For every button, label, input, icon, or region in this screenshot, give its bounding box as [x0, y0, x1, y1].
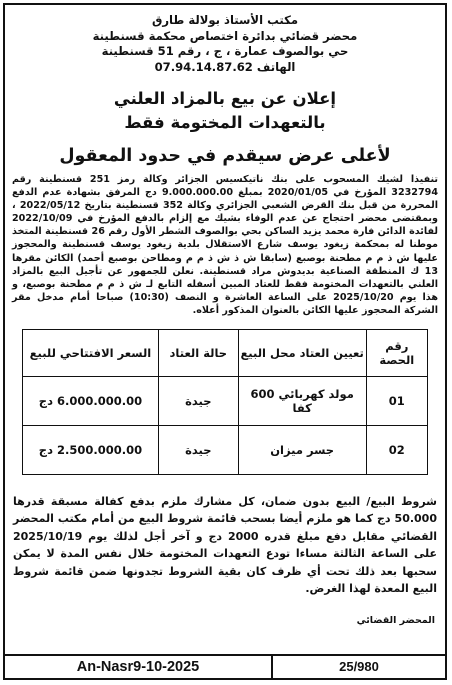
announcement-offer-line: لأعلى عرض سيقدم في حدود المعقول	[59, 146, 391, 166]
item-description: جسر ميزان	[238, 426, 366, 475]
lot-number: 02	[366, 426, 427, 475]
item-description: مولد كهربائي 600 كفا	[238, 377, 366, 426]
publication-date: An-Nasr9-10-2025	[5, 656, 273, 678]
header-opening-price: السعر الافتتاحي للبيع	[23, 330, 159, 377]
office-header	[5, 13, 445, 75]
reference-number: 25/980	[339, 659, 379, 674]
table-header-row	[23, 330, 428, 377]
office-name: مكتب الأستاذ بولالة طارق	[151, 13, 299, 27]
office-phone: الهاتف 07.94.14.87.62	[154, 59, 296, 74]
opening-price	[23, 377, 159, 426]
table-row	[23, 377, 428, 426]
price-value: 2.500.000.00 دج	[38, 443, 143, 458]
opening-price	[23, 426, 159, 475]
header-lot-number: رقم الحصة	[366, 330, 427, 377]
price-value: 6.000.000.00 دج	[38, 394, 143, 409]
announcement-body: تنفيذا لشيك المسحوب على بنك ناتيكسيس الجزائر وكالة رمز 251 قسنطينة رقم 3232794 المؤرخ في 2020/01/05 بمبلغ 9.000.000.00 دج المرفق بشهادة عدم الدفع المحررة من قبل بنك القرض الشعبي الجزائري وكالة 352 قسنطينة بتاريخ 2022/05/12 ، وبمقتضى محضر احتجاج عن عدم الوفاء بشيك مع إلزام بالدفع المؤرخ في 2022/10/09 لفائدة الدائن فارة محمد يزيد الساكن بحي بوالصوف الشطر الأول رقم 26 قسنطينة المتخذ موطنا له بمحكمة زيغود يوسف شارع الاستقلال بلدية زيغود يوسف قسنطينة والمحجوز عليها ش ذ م م مطحنة بوصبع (سابقا ش ذ ش ذ م م ومطاحن بوصبع أحمد) الكائن مقرها 13 ك المنطقة الصناعية بديدوش مراد قسنطينة. نعلن للجمهور عن تأجيل البيع بالمزاد العلني بالتعهدات المختومة فقط للعتاد المبين أسفله التابع لـ ش ذ م م مطحنة بوصبع، و هذا يوم 2025/10/20 على الساعة العاشرة و النصف (10:30) صباحا أمام مدخل مقر الشركة المحجوز عليها الكائن بالعنوان المذكور أعلاه.	[12, 174, 439, 316]
header-condition: حالة العتاد	[158, 330, 238, 377]
header-item: تعيين العتاد محل البيع	[238, 330, 366, 377]
announcement-page	[3, 3, 447, 680]
lot-number: 01	[366, 377, 427, 426]
item-condition: جيدة	[158, 426, 238, 475]
announcement-subtitle: بالتعهدات المختومة فقط	[124, 113, 326, 132]
announcement-title: إعلان عن بيع بالمزاد العلني	[113, 89, 337, 108]
item-condition: جيدة	[158, 377, 238, 426]
auction-table	[22, 329, 428, 475]
publication-footer	[5, 654, 445, 678]
table-row	[23, 426, 428, 475]
office-address: حي بوالصوف عمارة ، ج ، رقم 51 قسنطينة	[101, 44, 349, 58]
office-title: محضر قضائي بدائرة اختصاص محكمة قسنطينة	[92, 28, 358, 43]
signature-label: المحضر القضائي	[356, 615, 435, 627]
sale-terms: شروط البيع/ البيع بدون ضمان، كل مشارك ملزم بدفع كفالة مسبقة قدرها 50.000 دج كما هو ملزم أيضا بسحب قائمة شروط البيع من أمام مكتب المحضر القضائي مقابل دفع مبلغ قدره 2000 دج و آخر أجل لذلك يوم 2025/10/19 على الساعة الثالثة مساءا تودع التعهدات المختومة خلال نفس المدة لا يمكن سحبها بعد ذلك تحت أي ظرف كان بقية الشروط تجدونها ضمن قائمة شروط البيع المعدة لهذا الغرض.	[13, 495, 437, 596]
